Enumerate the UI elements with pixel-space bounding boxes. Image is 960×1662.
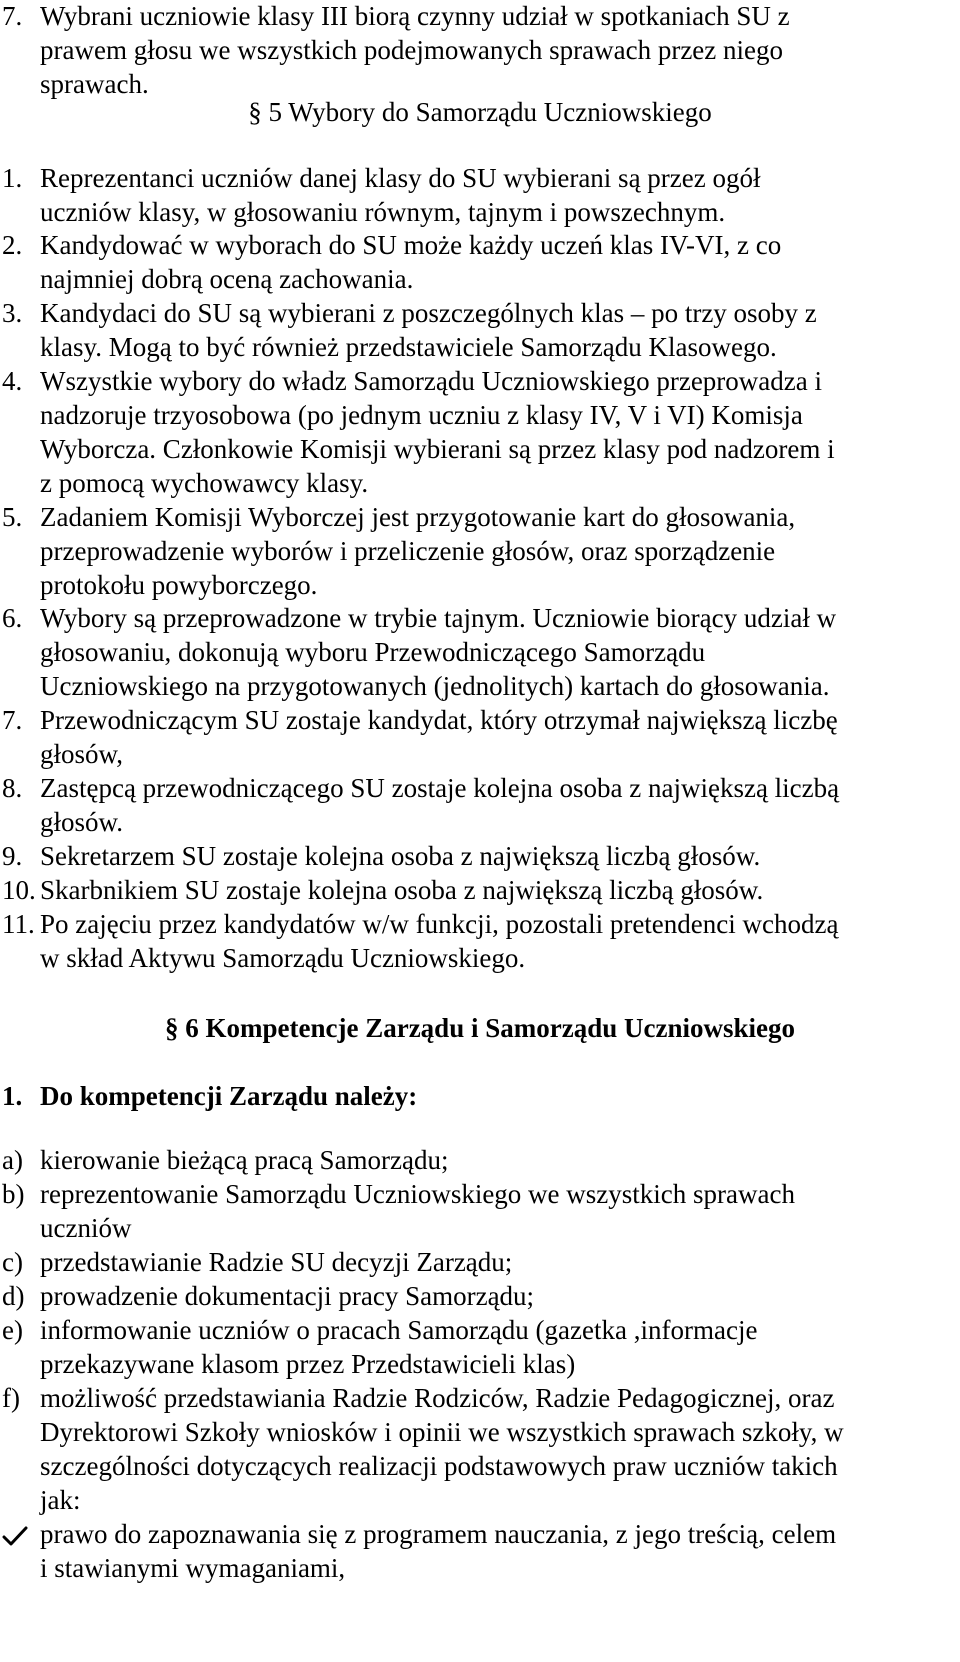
list-item-number: 1. [2,163,23,193]
list-item-text: Zastępcą przewodniczącego SU zostaje kolejna osoba z największą liczbą głosów. [40,773,840,837]
checkmark-icon [2,1525,28,1547]
list-item-letter: b) [2,1179,25,1209]
list-item-text: reprezentowanie Samorządu Uczniowskiego we wszystkich sprawach uczniów [40,1179,795,1243]
list-item-letter: a) [2,1145,23,1175]
list-item-text: Reprezentanci uczniów danej klasy do SU wybierani są przez ogół uczniów klasy, w głosowaniu równym, tajnym i powszechnym. [40,163,761,227]
list-item-letter: e) [2,1315,23,1345]
list-item-number: 6. [2,603,23,633]
list-item-number: 10. [2,875,36,905]
section-heading: § 5 Wybory do Samorządu Uczniowskiego [248,97,712,127]
list-item-text: Sekretarzem SU zostaje kolejna osoba z największą liczbą głosów. [40,841,761,871]
list-item-number: 11. [2,909,35,939]
list-item-text: kierowanie bieżącą pracą Samorządu; [40,1145,449,1175]
list-item-text: prowadzenie dokumentacji pracy Samorządu; [40,1281,535,1311]
list-item-number: 3. [2,298,23,328]
list-item-text: Przewodniczącym SU zostaje kandydat, który otrzymał największą liczbę głosów, [40,705,838,769]
list-item-text: Zadaniem Komisji Wyborczej jest przygotowanie kart do głosowania, przeprowadzenie wyborów i przeliczenie głosów, oraz sporządzenie protokołu powyborczego. [40,502,796,600]
list-item-text: Kandydować w wyborach do SU może każdy uczeń klas IV-VI, z co najmniej dobrą oceną zachowania. [40,230,782,294]
list-item-text: przedstawianie Radzie SU decyzji Zarządu; [40,1247,513,1277]
list-item-number: 5. [2,502,23,532]
list-item-text: możliwość przedstawiania Radzie Rodziców, Radzie Pedagogicznej, oraz Dyrektorowi Szkoły wniosków i opinii we wszystkich sprawach szkoły, w szczególności dotyczących realizacji podstawowych praw uczniów takich jak: [40,1383,844,1515]
list-item-text: Wybrani uczniowie klasy III biorą czynny udział w spotkaniach SU z prawem głosu we wszystkich podejmowanych sprawach przez niego sprawach. [40,1,790,99]
list-item-letter: c) [2,1247,23,1277]
list-item-text: Wszystkie wybory do władz Samorządu Uczniowskiego przeprowadza i nadzoruje trzyosobowa (po jednym uczniu z klasy IV, V i VI) Komisja Wyborcza. Członkowie Komisji wybierani są przez klasy pod nadzorem i z pomocą wychowawcy klasy. [40,366,835,498]
subsection-text: Do kompetencji Zarządu należy: [40,1081,418,1111]
list-item-text: Skarbnikiem SU zostaje kolejna osoba z największą liczbą głosów. [40,875,764,905]
list-item-text: Kandydaci do SU są wybierani z poszczególnych klas – po trzy osoby z klasy. Mogą to być również przedstawiciele Samorządu Klasowego. [40,298,817,362]
list-item-text: Wybory są przeprowadzone w trybie tajnym. Uczniowie biorący udział w głosowaniu, dokonują wyboru Przewodniczącego Samorządu Uczniowskiego na przygotowanych (jednolitych) kartach do głosowania. [40,603,837,701]
bullet-item-text: prawo do zapoznawania się z programem nauczania, z jego treścią, celem i stawianymi wymaganiami, [40,1519,837,1583]
list-item-number: 4. [2,366,23,396]
list-item-number: 7. [2,705,23,735]
list-item-number: 7. [2,1,23,31]
list-item-number: 8. [2,773,23,803]
list-item-letter: d) [2,1281,25,1311]
list-item-number: 2. [2,230,23,260]
list-item-letter: f) [2,1383,20,1413]
subsection-number: 1. [2,1081,23,1111]
section-heading: § 6 Kompetencje Zarządu i Samorządu Uczniowskiego [165,1013,795,1043]
list-item-number: 9. [2,841,23,871]
list-item-text: informowanie uczniów o pracach Samorządu (gazetka ,informacje przekazywane klasom przez Przedstawicieli klas) [40,1315,758,1379]
list-item-text: Po zajęciu przez kandydatów w/w funkcji, pozostali pretendenci wchodzą w skład Aktywu Samorządu Uczniowskiego. [40,909,839,973]
